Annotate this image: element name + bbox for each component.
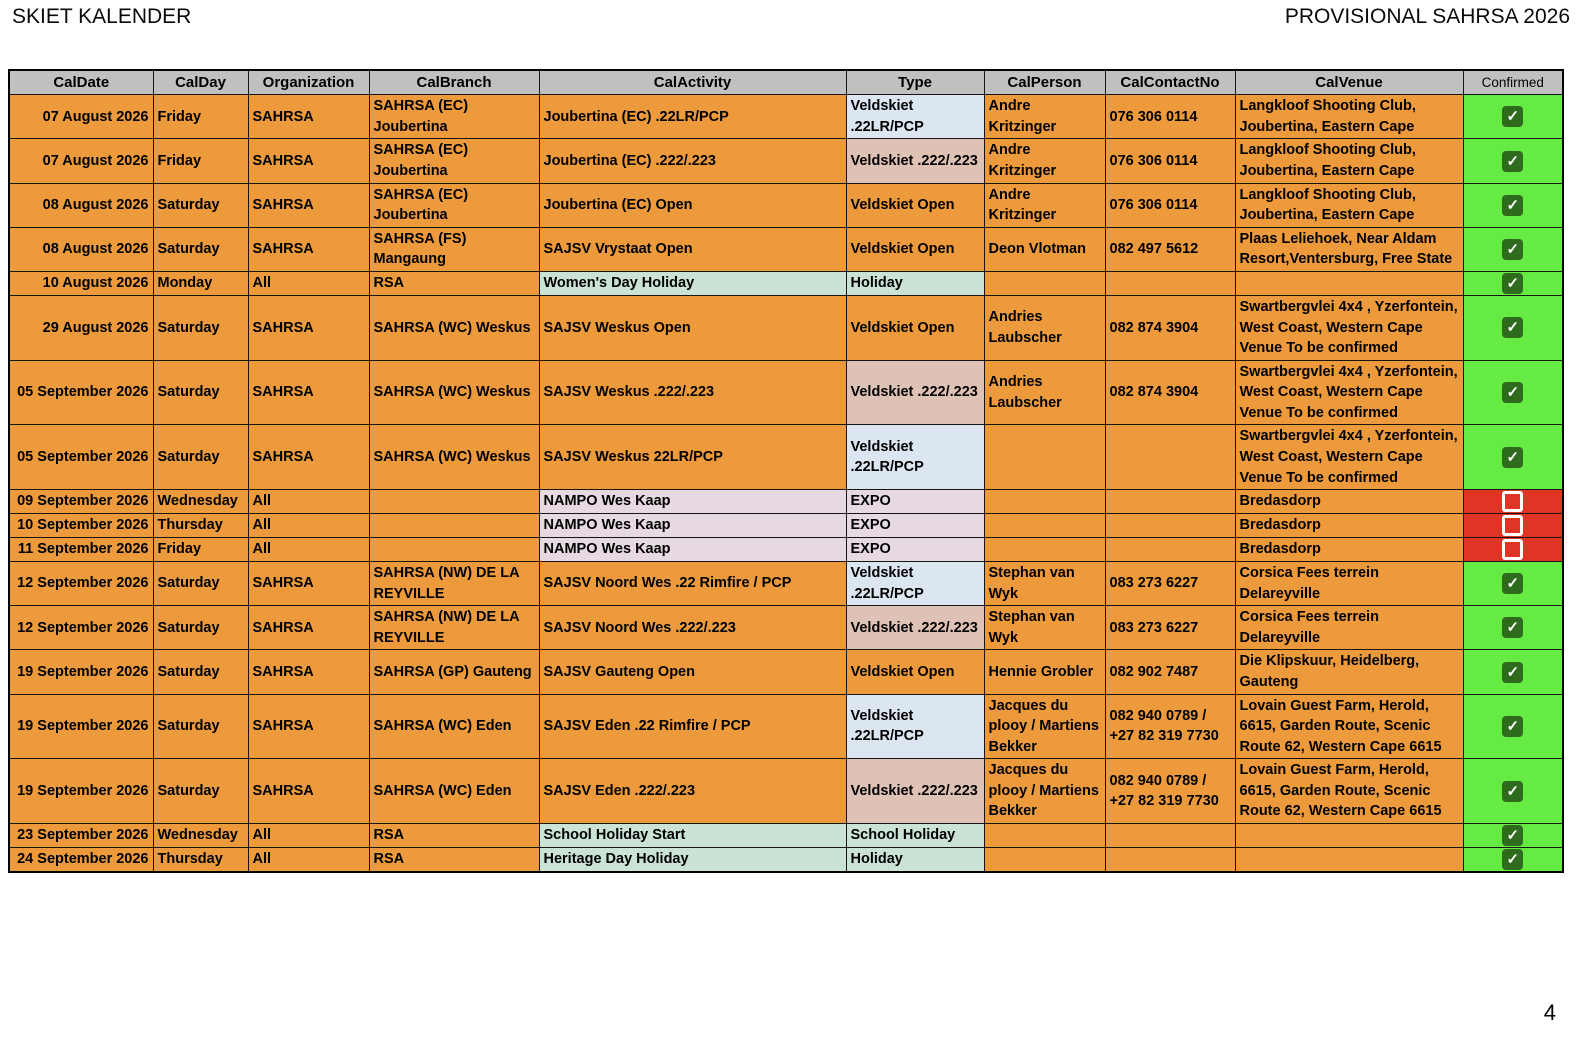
cell-confirmed xyxy=(1463,562,1563,606)
cell-branch: SAHRSA (WC) Eden xyxy=(369,694,539,759)
checkbox-checked-icon[interactable]: ✓ xyxy=(1502,239,1523,260)
cell-activity: SAJSV Noord Wes .22 Rimfire / PCP xyxy=(539,562,846,606)
table-row xyxy=(9,95,1563,139)
cell-confirmed xyxy=(1463,139,1563,183)
cell-day: Saturday xyxy=(153,360,248,425)
checkbox-checked-icon[interactable]: ✓ xyxy=(1502,195,1523,216)
cell-contact: 082 940 0789 / +27 82 319 7730 xyxy=(1105,694,1235,759)
cell-contact: 082 874 3904 xyxy=(1105,360,1235,425)
cell-org: SAHRSA xyxy=(248,759,369,824)
column-header-activity: CalActivity xyxy=(539,70,846,95)
cell-date: 11 September 2026 xyxy=(9,538,153,562)
cell-venue: Lovain Guest Farm, Herold, 6615, Garden Route, Scenic Route 62, Western Cape 6615 xyxy=(1235,759,1463,824)
cell-venue: Swartbergvlei 4x4 , Yzerfontein, West Coast, Western Cape Venue To be confirmed xyxy=(1235,295,1463,360)
cell-person xyxy=(984,514,1105,538)
cell-org: SAHRSA xyxy=(248,562,369,606)
cell-contact xyxy=(1105,824,1235,848)
cell-contact: 082 497 5612 xyxy=(1105,227,1235,271)
cell-branch: SAHRSA (EC) Joubertina xyxy=(369,183,539,227)
cell-person xyxy=(984,490,1105,514)
cell-date: 10 August 2026 xyxy=(9,271,153,295)
cell-date: 24 September 2026 xyxy=(9,848,153,873)
table-row xyxy=(9,694,1563,759)
cell-org: SAHRSA xyxy=(248,183,369,227)
cell-date: 12 September 2026 xyxy=(9,606,153,650)
cell-activity: School Holiday Start xyxy=(539,824,846,848)
cell-date: 07 August 2026 xyxy=(9,139,153,183)
cell-contact: 076 306 0114 xyxy=(1105,139,1235,183)
checkbox-checked-icon[interactable]: ✓ xyxy=(1502,382,1523,403)
cell-type: Veldskiet Open xyxy=(846,183,984,227)
cell-venue xyxy=(1235,271,1463,295)
column-header-org: Organization xyxy=(248,70,369,95)
cell-type: Veldskiet .222/.223 xyxy=(846,759,984,824)
cell-date: 23 September 2026 xyxy=(9,824,153,848)
cell-confirmed xyxy=(1463,538,1563,562)
cell-activity: Joubertina (EC) Open xyxy=(539,183,846,227)
table-row xyxy=(9,139,1563,183)
table-header xyxy=(9,70,1563,95)
cell-activity: SAJSV Noord Wes .222/.223 xyxy=(539,606,846,650)
cell-branch: SAHRSA (EC) Joubertina xyxy=(369,95,539,139)
column-header-type: Type xyxy=(846,70,984,95)
cell-venue: Corsica Fees terrein Delareyville xyxy=(1235,562,1463,606)
checkbox-unchecked-icon[interactable] xyxy=(1502,515,1523,536)
cell-org: SAHRSA xyxy=(248,694,369,759)
cell-activity: Heritage Day Holiday xyxy=(539,848,846,873)
cell-branch xyxy=(369,514,539,538)
cell-day: Thursday xyxy=(153,848,248,873)
cell-confirmed xyxy=(1463,425,1563,490)
cell-person xyxy=(984,538,1105,562)
table-row xyxy=(9,360,1563,425)
cell-confirmed xyxy=(1463,271,1563,295)
cell-confirmed xyxy=(1463,606,1563,650)
cell-branch: SAHRSA (NW) DE LA REYVILLE xyxy=(369,606,539,650)
cell-activity: SAJSV Weskus 22LR/PCP xyxy=(539,425,846,490)
cell-venue xyxy=(1235,848,1463,873)
cell-branch: SAHRSA (WC) Weskus xyxy=(369,425,539,490)
checkbox-checked-icon[interactable]: ✓ xyxy=(1502,716,1523,737)
cell-branch: SAHRSA (WC) Weskus xyxy=(369,360,539,425)
cell-branch xyxy=(369,538,539,562)
cell-branch: SAHRSA (NW) DE LA REYVILLE xyxy=(369,562,539,606)
table-row xyxy=(9,538,1563,562)
cell-venue: Langkloof Shooting Club, Joubertina, Eastern Cape xyxy=(1235,183,1463,227)
cell-confirmed xyxy=(1463,360,1563,425)
cell-date: 19 September 2026 xyxy=(9,650,153,694)
cell-type: Veldskiet .22LR/PCP xyxy=(846,694,984,759)
cell-contact xyxy=(1105,425,1235,490)
cell-confirmed xyxy=(1463,650,1563,694)
cell-branch: RSA xyxy=(369,271,539,295)
cell-contact: 083 273 6227 xyxy=(1105,606,1235,650)
column-header-contact: CalContactNo xyxy=(1105,70,1235,95)
table-row xyxy=(9,824,1563,848)
cell-type: Veldskiet Open xyxy=(846,295,984,360)
cell-org: SAHRSA xyxy=(248,650,369,694)
column-header-day: CalDay xyxy=(153,70,248,95)
cell-type: Holiday xyxy=(846,848,984,873)
cell-confirmed xyxy=(1463,490,1563,514)
cell-org: All xyxy=(248,824,369,848)
cell-person: Andre Kritzinger xyxy=(984,95,1105,139)
cell-person xyxy=(984,824,1105,848)
checkbox-checked-icon[interactable]: ✓ xyxy=(1502,573,1523,594)
cell-type: Veldskiet .22LR/PCP xyxy=(846,562,984,606)
cell-type: EXPO xyxy=(846,514,984,538)
cell-venue: Corsica Fees terrein Delareyville xyxy=(1235,606,1463,650)
cell-day: Saturday xyxy=(153,650,248,694)
cell-type: Veldskiet .22LR/PCP xyxy=(846,425,984,490)
cell-confirmed xyxy=(1463,759,1563,824)
cell-person: Jacques du plooy / Martiens Bekker xyxy=(984,759,1105,824)
cell-contact xyxy=(1105,271,1235,295)
cell-day: Monday xyxy=(153,271,248,295)
cell-contact xyxy=(1105,514,1235,538)
page-subtitle: PROVISIONAL SAHRSA 2026 xyxy=(1284,5,1570,28)
cell-type: Veldskiet Open xyxy=(846,227,984,271)
cell-date: 19 September 2026 xyxy=(9,759,153,824)
cell-confirmed xyxy=(1463,227,1563,271)
checkbox-checked-icon[interactable]: ✓ xyxy=(1502,617,1523,638)
checkbox-checked-icon[interactable]: ✓ xyxy=(1502,825,1523,846)
cell-venue xyxy=(1235,824,1463,848)
cell-contact xyxy=(1105,490,1235,514)
cell-activity: SAJSV Weskus Open xyxy=(539,295,846,360)
cell-type: Veldskiet .222/.223 xyxy=(846,139,984,183)
cell-type: Veldskiet .222/.223 xyxy=(846,606,984,650)
cell-type: Veldskiet .22LR/PCP xyxy=(846,95,984,139)
cell-branch xyxy=(369,490,539,514)
cell-branch: SAHRSA (FS) Mangaung xyxy=(369,227,539,271)
cell-contact: 076 306 0114 xyxy=(1105,95,1235,139)
cell-org: SAHRSA xyxy=(248,139,369,183)
checkbox-checked-icon[interactable]: ✓ xyxy=(1502,849,1523,870)
cell-contact: 082 874 3904 xyxy=(1105,295,1235,360)
cell-type: EXPO xyxy=(846,538,984,562)
cell-date: 05 September 2026 xyxy=(9,360,153,425)
cell-date: 10 September 2026 xyxy=(9,514,153,538)
column-header-venue: CalVenue xyxy=(1235,70,1463,95)
cell-org: SAHRSA xyxy=(248,295,369,360)
cell-person: Andre Kritzinger xyxy=(984,139,1105,183)
cell-type: Veldskiet .222/.223 xyxy=(846,360,984,425)
cell-activity: SAJSV Gauteng Open xyxy=(539,650,846,694)
checkbox-checked-icon[interactable]: ✓ xyxy=(1502,273,1523,294)
cell-person xyxy=(984,271,1105,295)
cell-confirmed xyxy=(1463,95,1563,139)
cell-day: Saturday xyxy=(153,759,248,824)
checkbox-checked-icon[interactable]: ✓ xyxy=(1502,317,1523,338)
checkbox-checked-icon[interactable]: ✓ xyxy=(1502,662,1523,683)
cell-day: Saturday xyxy=(153,183,248,227)
table-row xyxy=(9,490,1563,514)
cell-venue: Plaas Leliehoek, Near Aldam Resort,Ventersburg, Free State xyxy=(1235,227,1463,271)
cell-activity: Women's Day Holiday xyxy=(539,271,846,295)
cell-branch: SAHRSA (EC) Joubertina xyxy=(369,139,539,183)
cell-type: School Holiday xyxy=(846,824,984,848)
cell-venue: Swartbergvlei 4x4 , Yzerfontein, West Coast, Western Cape Venue To be confirmed xyxy=(1235,425,1463,490)
cell-activity: Joubertina (EC) .22LR/PCP xyxy=(539,95,846,139)
table-row xyxy=(9,271,1563,295)
cell-date: 09 September 2026 xyxy=(9,490,153,514)
cell-org: SAHRSA xyxy=(248,95,369,139)
page-number: 4 xyxy=(1543,1000,1556,1025)
column-header-person: CalPerson xyxy=(984,70,1105,95)
cell-activity: SAJSV Eden .22 Rimfire / PCP xyxy=(539,694,846,759)
cell-day: Friday xyxy=(153,95,248,139)
cell-day: Wednesday xyxy=(153,824,248,848)
cell-person: Andre Kritzinger xyxy=(984,183,1105,227)
cell-day: Saturday xyxy=(153,606,248,650)
cell-date: 07 August 2026 xyxy=(9,95,153,139)
table-row xyxy=(9,759,1563,824)
table-row xyxy=(9,514,1563,538)
cell-activity: NAMPO Wes Kaap xyxy=(539,490,846,514)
cell-confirmed xyxy=(1463,295,1563,360)
cell-venue: Lovain Guest Farm, Herold, 6615, Garden Route, Scenic Route 62, Western Cape 6615 xyxy=(1235,694,1463,759)
cell-type: Holiday xyxy=(846,271,984,295)
cell-day: Thursday xyxy=(153,514,248,538)
cell-confirmed xyxy=(1463,824,1563,848)
cell-org: SAHRSA xyxy=(248,425,369,490)
column-header-date: CalDate xyxy=(9,70,153,95)
column-header-confirmed: Confirmed xyxy=(1463,70,1563,95)
table-row xyxy=(9,650,1563,694)
table-row xyxy=(9,606,1563,650)
checkbox-unchecked-icon[interactable] xyxy=(1502,539,1523,560)
cell-venue: Swartbergvlei 4x4 , Yzerfontein, West Coast, Western Cape Venue To be confirmed xyxy=(1235,360,1463,425)
table-row xyxy=(9,183,1563,227)
cell-org: All xyxy=(248,271,369,295)
cell-org: SAHRSA xyxy=(248,606,369,650)
checkbox-checked-icon[interactable]: ✓ xyxy=(1502,781,1523,802)
table-row xyxy=(9,562,1563,606)
cell-org: SAHRSA xyxy=(248,360,369,425)
cell-activity: SAJSV Weskus .222/.223 xyxy=(539,360,846,425)
checkbox-unchecked-icon[interactable] xyxy=(1502,491,1523,512)
cell-branch: SAHRSA (GP) Gauteng xyxy=(369,650,539,694)
cell-date: 19 September 2026 xyxy=(9,694,153,759)
table-row xyxy=(9,295,1563,360)
cell-org: SAHRSA xyxy=(248,227,369,271)
cell-person: Hennie Grobler xyxy=(984,650,1105,694)
page-title: SKIET KALENDER xyxy=(12,5,192,28)
cell-person: Stephan van Wyk xyxy=(984,562,1105,606)
cell-day: Friday xyxy=(153,538,248,562)
cell-confirmed xyxy=(1463,694,1563,759)
cell-type: Veldskiet Open xyxy=(846,650,984,694)
cell-contact: 076 306 0114 xyxy=(1105,183,1235,227)
cell-date: 12 September 2026 xyxy=(9,562,153,606)
cell-activity: NAMPO Wes Kaap xyxy=(539,514,846,538)
cell-day: Saturday xyxy=(153,227,248,271)
cell-activity: NAMPO Wes Kaap xyxy=(539,538,846,562)
cell-activity: Joubertina (EC) .222/.223 xyxy=(539,139,846,183)
cell-person: Andries Laubscher xyxy=(984,360,1105,425)
cell-branch: SAHRSA (WC) Weskus xyxy=(369,295,539,360)
cell-confirmed xyxy=(1463,514,1563,538)
table-row xyxy=(9,425,1563,490)
cell-org: All xyxy=(248,490,369,514)
cell-org: All xyxy=(248,848,369,873)
cell-date: 05 September 2026 xyxy=(9,425,153,490)
cell-day: Saturday xyxy=(153,295,248,360)
cell-date: 29 August 2026 xyxy=(9,295,153,360)
cell-day: Friday xyxy=(153,139,248,183)
cell-contact xyxy=(1105,848,1235,873)
cell-person xyxy=(984,848,1105,873)
cell-confirmed xyxy=(1463,848,1563,873)
cell-branch: RSA xyxy=(369,824,539,848)
table-row xyxy=(9,227,1563,271)
cell-date: 08 August 2026 xyxy=(9,183,153,227)
cell-activity: SAJSV Eden .222/.223 xyxy=(539,759,846,824)
cell-person: Stephan van Wyk xyxy=(984,606,1105,650)
calendar-table xyxy=(8,69,1564,873)
cell-venue: Langkloof Shooting Club, Joubertina, Eastern Cape xyxy=(1235,139,1463,183)
cell-venue: Bredasdorp xyxy=(1235,538,1463,562)
cell-contact: 082 940 0789 / +27 82 319 7730 xyxy=(1105,759,1235,824)
table-row xyxy=(9,848,1563,873)
cell-venue: Die Klipskuur, Heidelberg, Gauteng xyxy=(1235,650,1463,694)
title-bar xyxy=(12,5,1570,29)
cell-org: All xyxy=(248,538,369,562)
cell-contact xyxy=(1105,538,1235,562)
cell-day: Saturday xyxy=(153,425,248,490)
checkbox-checked-icon[interactable]: ✓ xyxy=(1502,106,1523,127)
cell-person: Andries Laubscher xyxy=(984,295,1105,360)
cell-day: Wednesday xyxy=(153,490,248,514)
cell-venue: Bredasdorp xyxy=(1235,490,1463,514)
checkbox-checked-icon[interactable]: ✓ xyxy=(1502,151,1523,172)
checkbox-checked-icon[interactable]: ✓ xyxy=(1502,447,1523,468)
cell-venue: Langkloof Shooting Club, Joubertina, Eastern Cape xyxy=(1235,95,1463,139)
cell-day: Saturday xyxy=(153,694,248,759)
cell-day: Saturday xyxy=(153,562,248,606)
cell-contact: 083 273 6227 xyxy=(1105,562,1235,606)
cell-date: 08 August 2026 xyxy=(9,227,153,271)
column-header-branch: CalBranch xyxy=(369,70,539,95)
cell-org: All xyxy=(248,514,369,538)
cell-branch: SAHRSA (WC) Eden xyxy=(369,759,539,824)
cell-person: Jacques du plooy / Martiens Bekker xyxy=(984,694,1105,759)
cell-confirmed xyxy=(1463,183,1563,227)
cell-type: EXPO xyxy=(846,490,984,514)
cell-venue: Bredasdorp xyxy=(1235,514,1463,538)
cell-contact: 082 902 7487 xyxy=(1105,650,1235,694)
cell-branch: RSA xyxy=(369,848,539,873)
cell-person: Deon Vlotman xyxy=(984,227,1105,271)
cell-person xyxy=(984,425,1105,490)
cell-activity: SAJSV Vrystaat Open xyxy=(539,227,846,271)
